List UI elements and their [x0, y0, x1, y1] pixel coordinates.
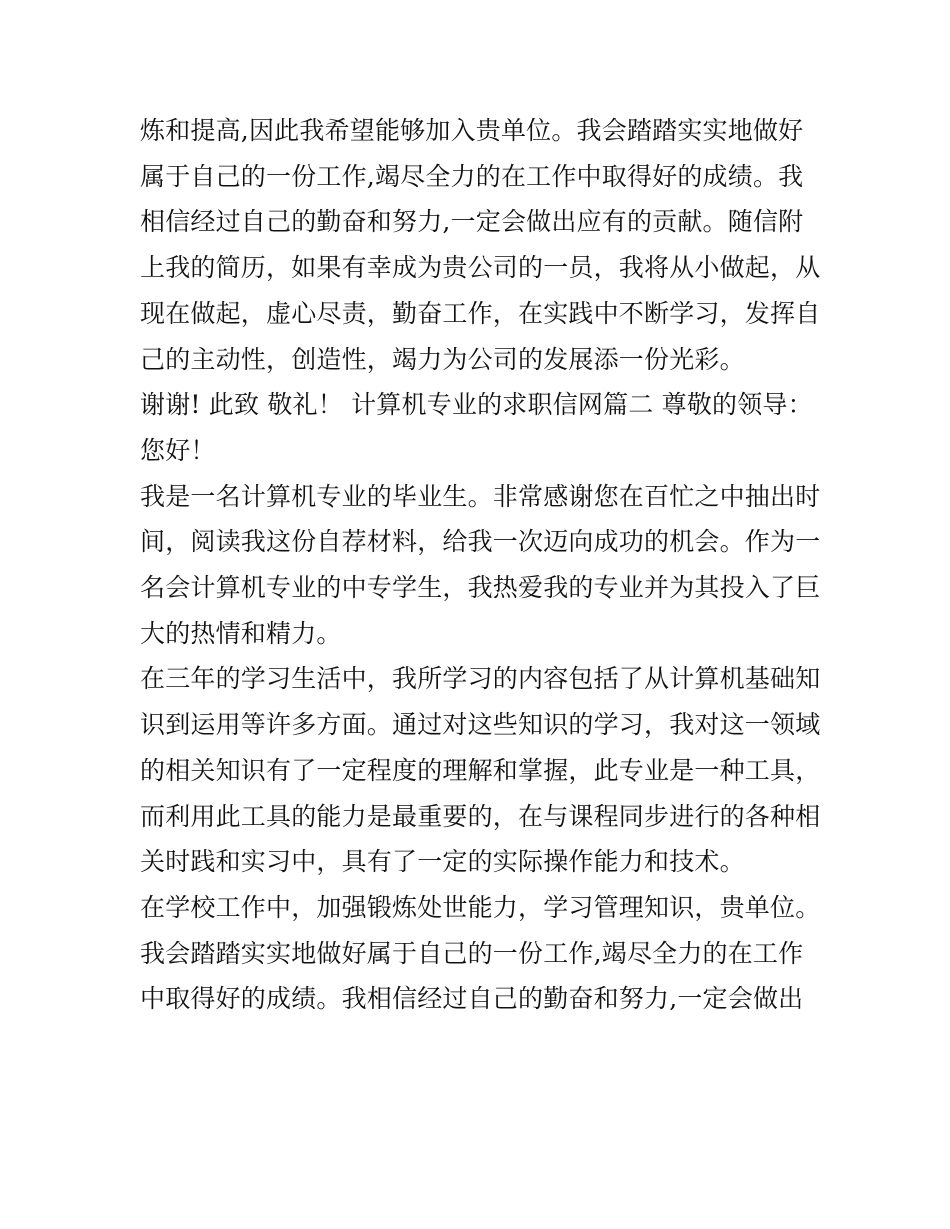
text-line: 上我的简历，如果有幸成为贵公司的一员，我将从小做起，从: [140, 253, 821, 283]
text-line: 炼和提高,因此我希望能够加入贵单位。我会踏踏实实地做好: [140, 116, 804, 145]
document-body: [140, 108, 821, 1022]
text-line: 大的热情和精力。: [140, 618, 342, 648]
text-line: 相信经过自己的勤奋和努力,一定会做出应有的贡献。随信附: [140, 207, 804, 237]
text-line: 我会踏踏实实地做好属于自己的一份工作,竭尽全力的在工作: [140, 938, 804, 968]
text-line: 您好！: [140, 435, 216, 465]
text-line: 我是一名计算机专业的毕业生。非常感谢您在百忙之中抽出时: [140, 481, 821, 511]
text-line: 谢谢! 此致 敬礼！ 计算机专业的求职信网篇二 尊敬的领导：: [140, 390, 813, 420]
text-line: 己的主动性，创造性，竭力为公司的发展添一份光彩。: [140, 344, 745, 374]
text-line: 的相关知识有了一定程度的理解和掌握，此专业是一种工具，: [140, 755, 821, 785]
text-line: 间，阅读我这份自荐材料，给我一次迈向成功的机会。作为一: [140, 527, 821, 557]
text-line: 在学校工作中，加强锻炼处世能力，学习管理知识，贵单位。: [140, 892, 821, 922]
text-line: 而利用此工具的能力是最重要的，在与课程同步进行的各种相: [140, 801, 821, 831]
text-line: 现在做起，虚心尽责，勤奋工作，在实践中不断学习，发挥自: [140, 298, 821, 328]
text-line: 名会计算机专业的中专学生，我热爱我的专业并为其投入了巨: [140, 573, 821, 603]
text-line: 关时践和实习中，具有了一定的实际操作能力和技术。: [140, 847, 745, 877]
text-line: 中取得好的成绩。我相信经过自己的勤奋和努力,一定会做出: [140, 984, 804, 1014]
text-line: 在三年的学习生活中，我所学习的内容包括了从计算机基础知: [140, 664, 821, 694]
text-line: 属于自己的一份工作,竭尽全力的在工作中取得好的成绩。我: [140, 161, 804, 191]
text-line: 识到运用等许多方面。通过对这些知识的学习，我对这一领域: [140, 710, 821, 740]
